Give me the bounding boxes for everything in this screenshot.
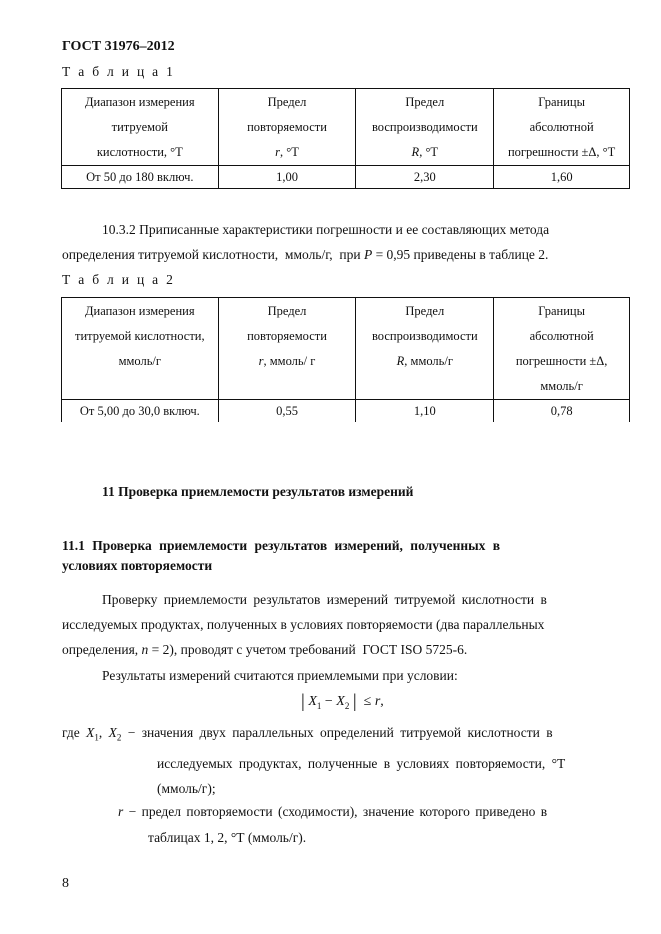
table1-header-error: Границы абсолютной погрешности ±Δ, °Т (494, 89, 630, 166)
where-definition-r: r − предел повторяемости (сходимости), значение которого приведено в таблицах 1, 2, °Т (ммоль/г). (118, 804, 548, 845)
table-2 (61, 297, 630, 422)
paragraph-11-1: Проверку приемлемости результатов измерений титруемой кислотности в исследуемых продуктах, полученных в условиях повторяемости (два параллельных определения, n = 2), проводят с учетом требований ГОСТ ISO 5725-6. (62, 592, 547, 657)
conditions-text: Результаты измерений считаются приемлемыми при условии: (102, 668, 458, 683)
table-row (62, 400, 630, 423)
where-definition-x: где $X_1$, $X_2$ − значения двух параллельных определений титруемой кислотности в исследуемых продуктах, полученные в условиях повторяемости, °Т (ммоль/г); (62, 725, 566, 796)
table-cell: От 5,00 до 30,0 включ. (62, 400, 219, 423)
table-cell: 0,55 (218, 400, 356, 423)
table-cell: 0,78 (494, 400, 630, 423)
page-number: 8 (62, 876, 69, 891)
table2-header-range: Диапазон измерения титруемой кислотности, ммоль/г (62, 298, 219, 400)
table1-caption: Т а б л и ц а 1 (62, 64, 176, 79)
table2-header-row (62, 298, 630, 400)
section-11-1-title-line1: 11.1 Проверка приемлемости результатов измерений, полученных в (62, 538, 501, 553)
acceptance-formula: | $X_1 - X_2$ | ≤ r, (301, 691, 384, 712)
table-cell: 1,10 (356, 400, 494, 423)
table-cell: 2,30 (356, 166, 494, 189)
table-cell: 1,60 (494, 166, 630, 189)
paragraph-10-3-2: 10.3.2 Приписанные характеристики погрешности и ее составляющих метода определения титруемой кислотности, ммоль/г, при P = 0,95 приведены в таблице 2. (62, 222, 550, 262)
table1-header-repeatability: Предел повторяемости r, °Т (218, 89, 356, 166)
section-11-title: 11 Проверка приемлемости результатов измерений (102, 484, 414, 499)
table-cell: 1,00 (218, 166, 356, 189)
table1-header-reproducibility: Предел воспроизводимости R, °Т (356, 89, 494, 166)
document-header: ГОСТ 31976–2012 (62, 39, 175, 54)
table2-caption: Т а б л и ц а 2 (62, 272, 176, 287)
section-11-1-title-line2: условиях повторяемости (62, 558, 213, 573)
table2-header-repeatability: Предел повторяемости r, ммоль/ г (218, 298, 356, 400)
table1-header-range: Диапазон измерения титруемой кислотности, °Т (62, 89, 219, 166)
table-1 (61, 88, 630, 189)
table-cell: От 50 до 180 включ. (62, 166, 219, 189)
table1-header-row (62, 89, 630, 166)
table2-header-reproducibility: Предел воспроизводимости R, ммоль/г (356, 298, 494, 400)
table2-header-error: Границы абсолютной погрешности ±Δ, ммоль/г (494, 298, 630, 400)
table-row (62, 166, 630, 189)
